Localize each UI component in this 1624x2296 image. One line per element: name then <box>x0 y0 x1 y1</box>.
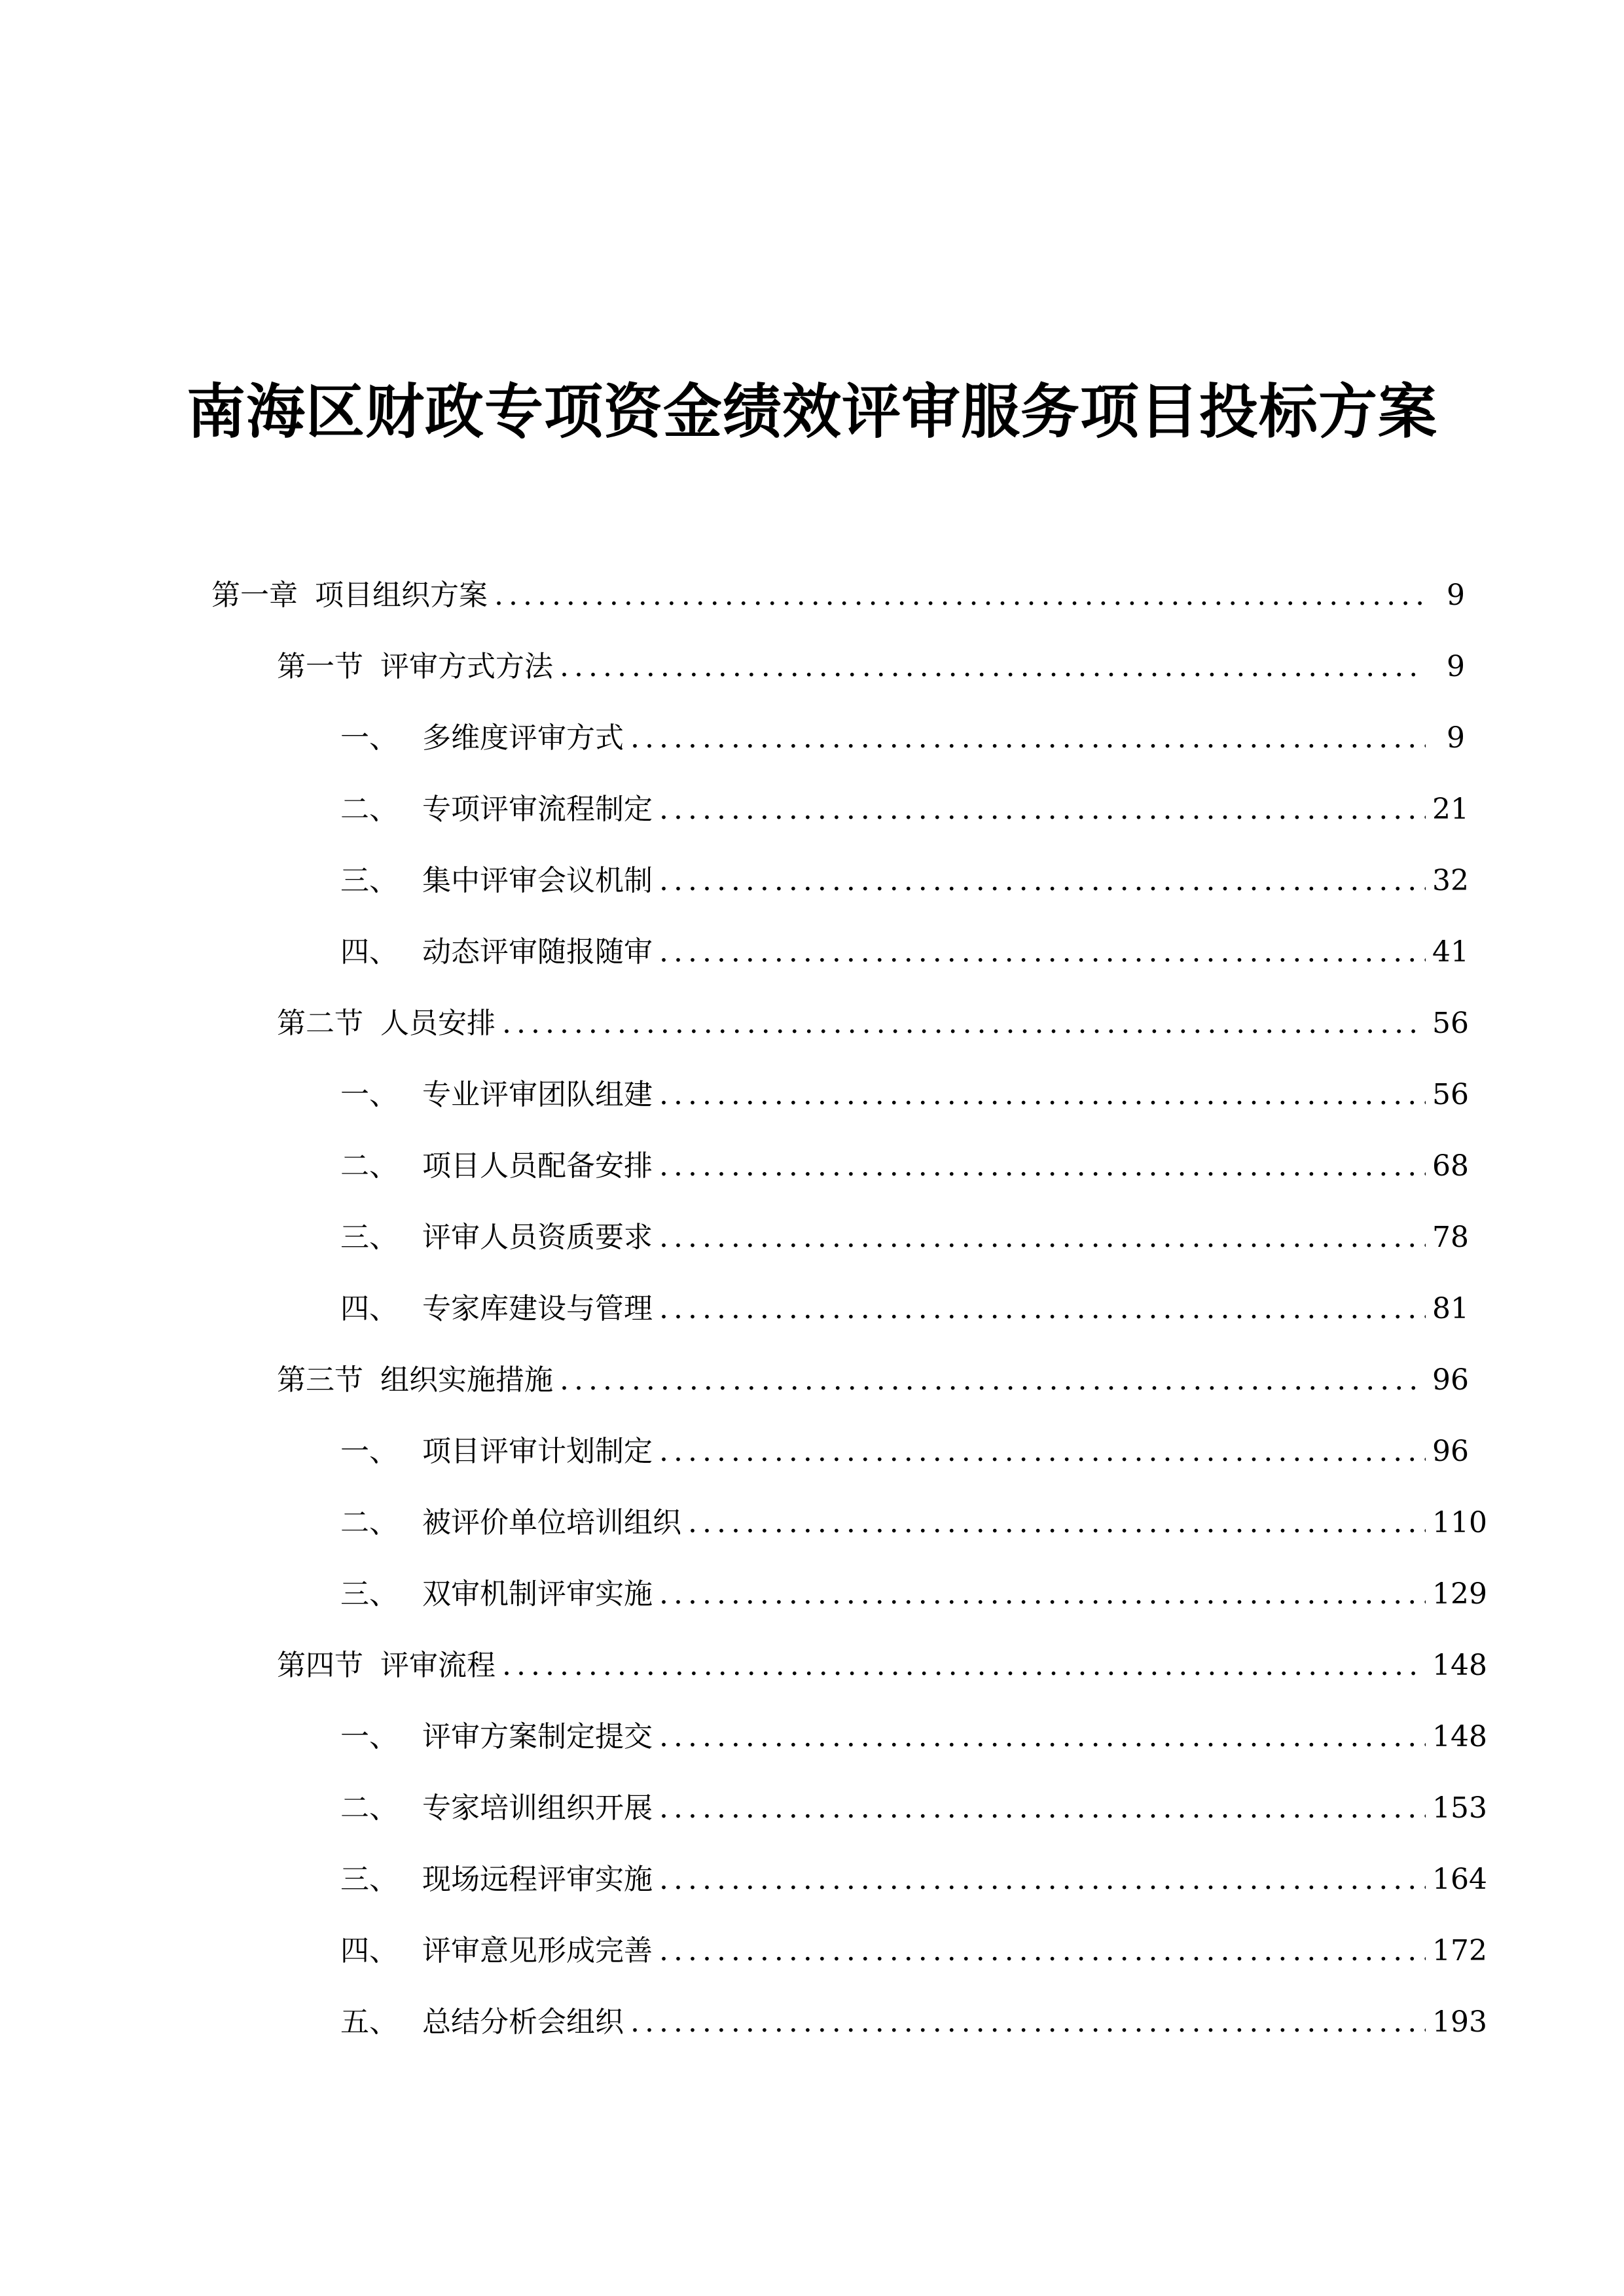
toc-entry-number: 第二节 <box>277 1007 363 1040</box>
toc-entry[interactable] <box>340 929 1469 975</box>
toc-entry-number: 三、 <box>340 1863 398 1896</box>
toc-entry[interactable] <box>340 1714 1487 1760</box>
toc-leader-dots <box>502 1001 1426 1047</box>
toc-page-number: 110 <box>1432 1506 1487 1539</box>
toc-entry-number: 一、 <box>340 721 398 755</box>
toc-entry[interactable] <box>277 1643 1487 1689</box>
toc-page-number: 9 <box>1447 650 1465 683</box>
toc-leader-dots <box>659 1785 1426 1831</box>
toc-entry-number: 二、 <box>340 1149 398 1183</box>
toc-page-number: 78 <box>1432 1221 1469 1254</box>
toc-entry[interactable] <box>340 1143 1469 1189</box>
toc-entry-title: 总结分析会组织 <box>422 2005 624 2039</box>
toc-page-number: 56 <box>1432 1007 1469 1040</box>
toc-entry-title: 专家库建设与管理 <box>422 1292 653 1325</box>
toc-entry-number: 四、 <box>340 935 398 969</box>
toc-page-number: 41 <box>1432 935 1469 969</box>
toc-leader-dots <box>659 858 1426 904</box>
toc-leader-dots <box>659 1215 1426 1261</box>
toc-entry-number: 五、 <box>340 2005 398 2039</box>
toc-entry-title: 双审机制评审实施 <box>422 1577 653 1611</box>
toc-entry-title: 专项评审流程制定 <box>422 793 653 826</box>
toc-leader-dots <box>659 1143 1426 1189</box>
toc-entry[interactable] <box>340 1215 1469 1261</box>
toc-entry[interactable] <box>340 787 1469 833</box>
toc-entry-number: 三、 <box>340 1221 398 1254</box>
toc-entry-title: 多维度评审方式 <box>422 721 624 755</box>
document-title: 南海区财政专项资金绩效评审服务项目投标方案 <box>187 378 1437 447</box>
toc-page-number: 193 <box>1432 2005 1487 2039</box>
toc-page-number: 129 <box>1432 1577 1487 1611</box>
toc-entry-title: 项目组织方案 <box>315 579 488 612</box>
toc-entry-title: 动态评审随报随审 <box>422 935 653 969</box>
toc-entry[interactable] <box>340 1928 1487 1974</box>
toc-entry-title: 被评价单位培训组织 <box>422 1506 681 1539</box>
toc-entry-title: 专家培训组织开展 <box>422 1791 653 1825</box>
toc-entry[interactable] <box>340 715 1465 761</box>
toc-entry-number: 第一章 <box>211 579 298 612</box>
toc-entry-number: 二、 <box>340 1791 398 1825</box>
toc-page-number: 96 <box>1432 1435 1469 1468</box>
toc-page-number: 96 <box>1432 1363 1469 1397</box>
toc-entry[interactable] <box>340 1785 1487 1831</box>
toc-entry[interactable] <box>277 1001 1469 1047</box>
toc-entry[interactable] <box>211 573 1465 619</box>
toc-entry-number: 四、 <box>340 1292 398 1325</box>
toc-entry-number: 三、 <box>340 864 398 897</box>
toc-page-number: 21 <box>1432 793 1469 826</box>
toc-leader-dots <box>688 1500 1426 1546</box>
toc-entry[interactable] <box>340 1286 1469 1332</box>
toc-page-number: 172 <box>1432 1934 1487 1967</box>
toc-entry-title: 人员安排 <box>380 1007 496 1040</box>
toc-entry-number: 二、 <box>340 793 398 826</box>
toc-entry-title: 专业评审团队组建 <box>422 1078 653 1111</box>
toc-leader-dots <box>659 1714 1426 1760</box>
toc-entry-number: 二、 <box>340 1506 398 1539</box>
toc-entry-title: 评审意见形成完善 <box>422 1934 653 1967</box>
toc-leader-dots <box>659 1857 1426 1903</box>
toc-entry-title: 评审流程 <box>380 1649 496 1682</box>
toc-page-number: 148 <box>1432 1649 1487 1682</box>
toc-entry[interactable] <box>340 1571 1487 1617</box>
toc-leader-dots <box>659 929 1426 975</box>
toc-entry-title: 评审方案制定提交 <box>422 1720 653 1753</box>
toc-leader-dots <box>494 573 1426 619</box>
toc-page-number: 56 <box>1432 1078 1469 1111</box>
toc-entry-title: 集中评审会议机制 <box>422 864 653 897</box>
toc-page-number: 81 <box>1432 1292 1469 1325</box>
toc-leader-dots <box>560 644 1426 690</box>
toc-entry-number: 第三节 <box>277 1363 363 1397</box>
toc-entry[interactable] <box>340 1429 1469 1475</box>
toc-entry[interactable] <box>340 1857 1487 1903</box>
toc-entry-number: 一、 <box>340 1078 398 1111</box>
toc-entry-title: 现场远程评审实施 <box>422 1863 653 1896</box>
toc-page-number: 153 <box>1432 1791 1487 1825</box>
toc-entry-title: 项目人员配备安排 <box>422 1149 653 1183</box>
toc-page-number: 68 <box>1432 1149 1469 1183</box>
toc-leader-dots <box>659 1072 1426 1118</box>
toc-entry-title: 项目评审计划制定 <box>422 1435 653 1468</box>
toc-page-number: 9 <box>1447 579 1465 612</box>
toc-entry-number: 四、 <box>340 1934 398 1967</box>
toc-leader-dots <box>659 1571 1426 1617</box>
toc-entry[interactable] <box>277 644 1465 690</box>
toc-leader-dots <box>560 1357 1426 1403</box>
toc-entry-number: 第四节 <box>277 1649 363 1682</box>
toc-leader-dots <box>659 1928 1426 1974</box>
toc-leader-dots <box>659 1429 1426 1475</box>
toc-entry-number: 三、 <box>340 1577 398 1611</box>
toc-page-number: 148 <box>1432 1720 1487 1753</box>
toc-entry[interactable] <box>277 1357 1469 1403</box>
toc-entry-number: 第一节 <box>277 650 363 683</box>
toc-page-number: 9 <box>1447 721 1465 755</box>
toc-page-number: 32 <box>1432 864 1469 897</box>
toc-entry-number: 一、 <box>340 1435 398 1468</box>
toc-entry-title: 评审人员资质要求 <box>422 1221 653 1254</box>
toc-entry-title: 评审方式方法 <box>380 650 553 683</box>
toc-entry[interactable] <box>340 1500 1487 1546</box>
toc-entry[interactable] <box>340 858 1469 904</box>
toc-entry[interactable] <box>340 2000 1487 2045</box>
toc-leader-dots <box>659 1286 1426 1332</box>
toc-entry-title: 组织实施措施 <box>380 1363 553 1397</box>
toc-page-number: 164 <box>1432 1863 1487 1896</box>
toc-leader-dots <box>630 715 1426 761</box>
toc-entry-number: 一、 <box>340 1720 398 1753</box>
toc-leader-dots <box>630 2000 1426 2045</box>
toc-entry[interactable] <box>340 1072 1469 1118</box>
toc-leader-dots <box>502 1643 1426 1689</box>
toc-leader-dots <box>659 787 1426 833</box>
